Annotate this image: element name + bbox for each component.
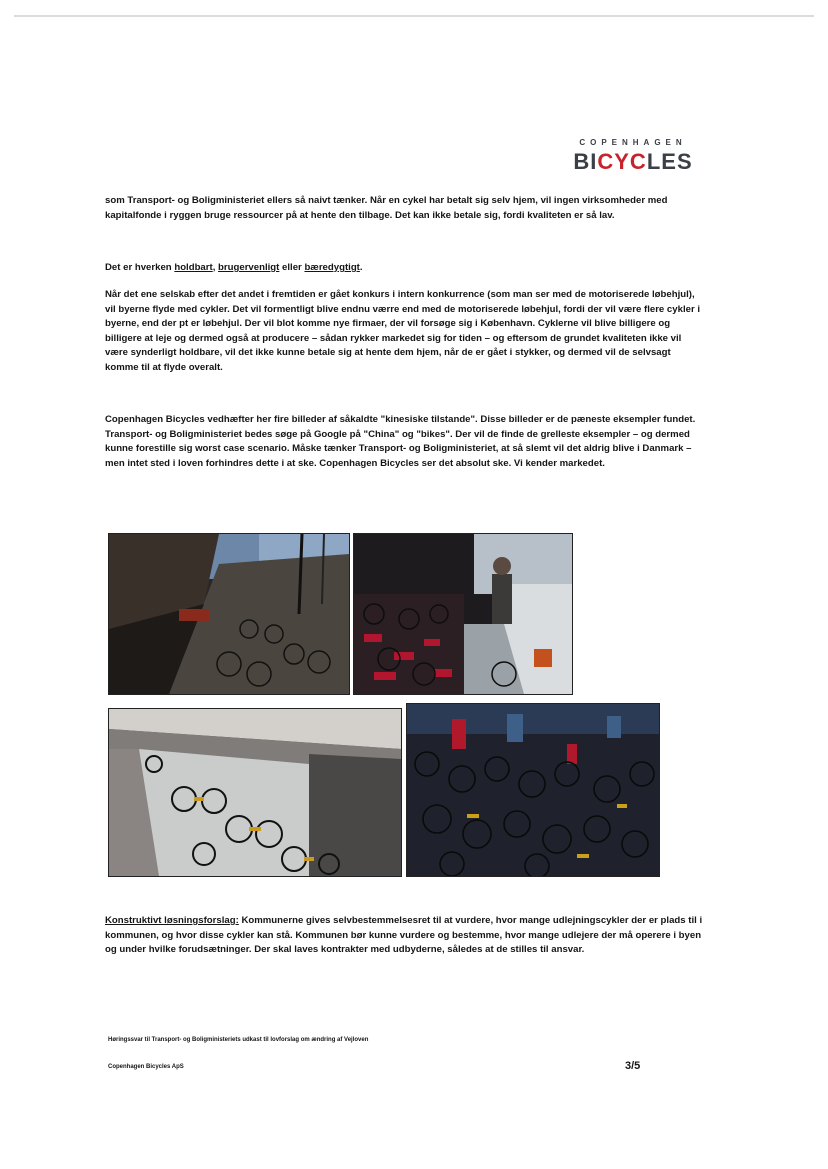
logo-top-text: COPENHAGEN (579, 138, 687, 147)
logo-part-b: CYC (597, 149, 647, 174)
paragraph-1: som Transport- og Boligministeriet ellers så naivt tænker. Når en cykel har betalt sig selv hjem, vil ingen virksomheder med kapitalfonde i ryggen bruge ressourcer på at hente den tilbage. Det kan ikke betale sig, fordi kvaliteten er så lav. (105, 195, 668, 221)
paragraph-4: Copenhagen Bicycles vedhæfter her fire billeder af såkaldte "kinesiske tilstande". Disse billeder er de pæneste eksempler fundet. Transport- og Boligministeriet bedes søge på Google på "China" og "bikes". Der vil de finde de grelleste eksempler – og dermed kunne forestille sig worst case scenario. Måske tænker Transport- og Boligministeriet, at så slemt vil det aldrig blive i Danmark – men intet sted i loven forhindres dette i at ske. Copenhagen Bicycles ser det absolut ske. Vi kender markedet. (105, 414, 696, 469)
p2-suffix: . (359, 262, 363, 273)
footer-document-title: Høringssvar til Transport- og Boligministeriets udkast til lovforslag om ændring af Vejloven (108, 1037, 369, 1043)
photo-bike-pile (406, 703, 660, 877)
paragraph-5 (105, 914, 705, 958)
photo-canal-bikes (108, 708, 402, 877)
p2-sep2: eller (279, 262, 305, 273)
solution-text: Kommunerne gives selvbestemmelsesret til at vurdere, hvor mange udlejningscykler der er plads til i kommunen, og hvor disse cykler kan stå. Kommunen bør kunne vurdere og bestemme, hvor mange udlejere der må operere i byen og under hvilke forudsætninger. Der skal laves kontrakter med udbyderne, således at de stilles til ansvar. (105, 915, 703, 955)
photo-bike-lane (353, 533, 573, 695)
page-number: 3/5 (625, 1060, 641, 1072)
paragraph-3: Når det ene selskab efter det andet i fremtiden er gået konkurs i intern konkurrence (som man ser med de motoriserede løbehjul), vil byerne flyde med cykler. Det vil formentligt blive endnu værre end med de motoriserede løbehjul, fordi der vil være flere cykler i byerne, end der pt er løbehjul. Der vil blot komme nye firmaer, der vil forsøge sig i København. Cyklerne vil blive billigere og billigere at leje og dermed også at producere – sådan rykker markedet sig for tiden – og eftersom de grundet kvaliteten ikke vil være synderligt holdbare, vil det ikke kunne betale sig at hente dem hjem, når de er gået i stykker, og dermed vil de selvsagt komme til at flyde overalt. (105, 289, 701, 373)
logo-part-c: LES (646, 149, 693, 174)
paragraph-2 (105, 261, 705, 276)
logo-part-a: BI (573, 149, 598, 174)
solution-heading: Konstruktivt løsningsforslag: (105, 915, 239, 926)
photo-street-bikes (108, 533, 350, 695)
p2-word-baeredygtigt: bæredygtigt (304, 262, 360, 273)
p2-word-holdbart: holdbart (174, 262, 213, 273)
footer-company: Copenhagen Bicycles ApS (108, 1064, 184, 1070)
scan-edge-line (14, 15, 814, 17)
p2-prefix: Det er hverken (105, 262, 175, 273)
p2-word-brugervenligt: brugervenligt (218, 262, 280, 273)
company-logo (568, 138, 698, 175)
p2-sep1: , (212, 262, 219, 273)
logo-wordmark (568, 149, 698, 175)
